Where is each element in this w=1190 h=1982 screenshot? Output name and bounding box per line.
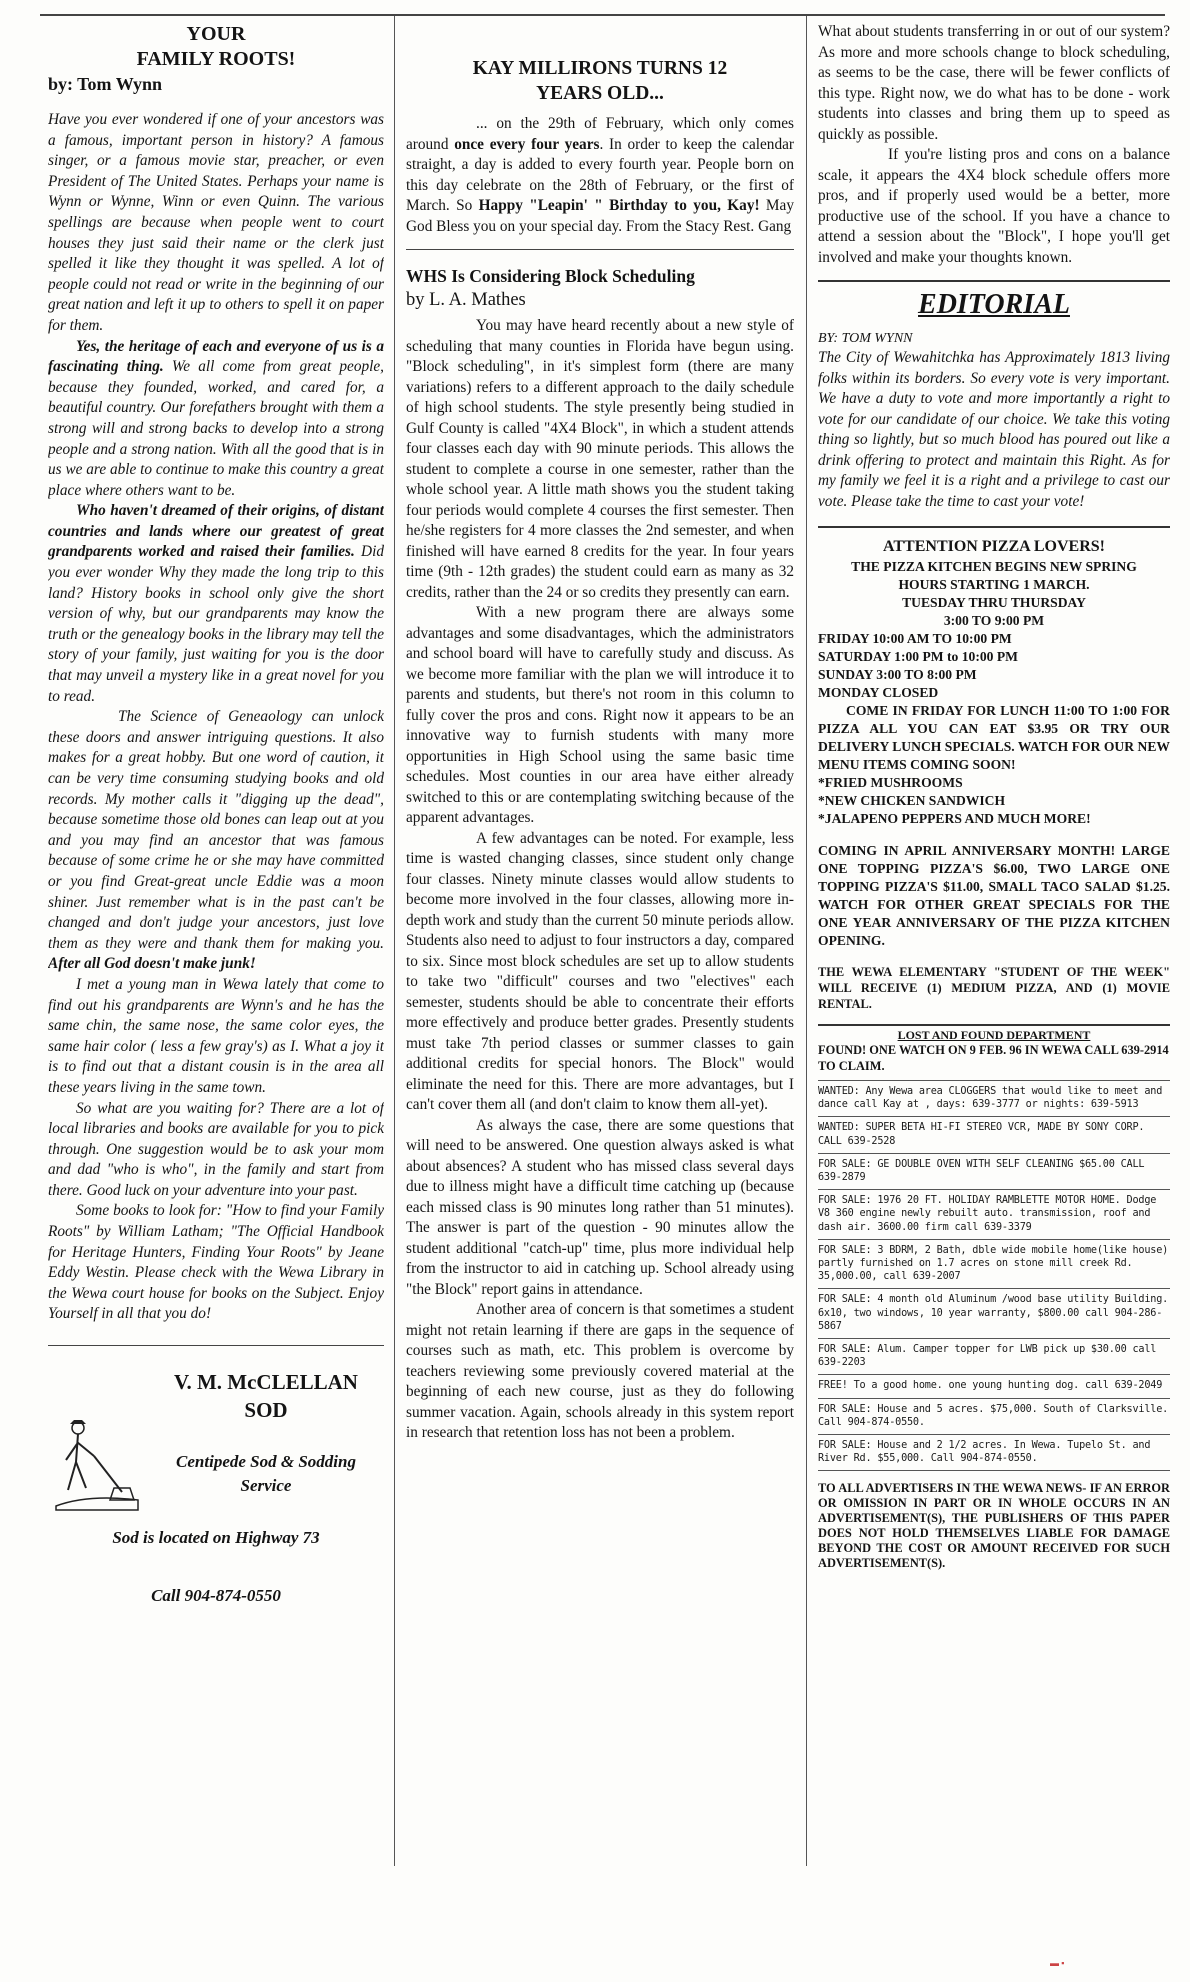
title-line: KAY MILLIRONS TURNS 12 [472,58,728,79]
sod-advertisement [48,1368,384,1668]
title-line: YEARS OLD... [536,83,664,104]
classified-ad: FOR SALE: 1976 20 FT. HOLIDAY RAMBLETTE MOTOR HOME. Dodge V8 360 engine newly rebuilt auto. transmission, roof and dash air. 3600.00 firm call 639-3379 [818,1189,1170,1239]
classifieds [818,1024,1170,1571]
top-rule [40,14,1165,16]
tagline-line: Centipede Sod & Sodding [176,1452,356,1472]
pizza-hours [818,558,1170,1012]
family-roots-body [48,110,384,1325]
ink-mark: ▬ ▪ [1050,1958,1065,1968]
sod-tagline [148,1450,384,1498]
text: . In order to keep the calendar straight, a day is added to every fourth year. People born on this day celebrate on the 28th of February, or the first of March. So [406,135,794,214]
section-divider [818,280,1170,282]
kay-body [406,114,794,237]
pizza-line: MONDAY CLOSED [818,685,939,700]
paragraph: You may have heard recently about a new style of scheduling that many counties in Florida have begun using. "Block scheduling", in it's simplest form (there are many variations) refers to a different approach to the daily schedule of high school students. The style presently being studied in Gulf County is called "4X4 Block", in which a student attends four classes each day with 90 minute periods. This allows the student to complete a course in one semester, rather than the whole school year. A little math shows you the student taking four periods would complete 4 courses the first semester. Then he/she registers for 4 more classes the 2nd semester, and when finished will have earned 8 credits for the year. In four years time (9th - 12th grades) the student could earn as many as 32 credits, rather than the 24 or so credits they presently can earn. [406,317,794,601]
lost-found-text: FOUND! ONE WATCH ON 9 FEB. 96 IN WEWA CALL 639-2914 TO CLAIM. [818,1043,1169,1073]
block-scheduling-continued [818,22,1170,268]
paragraph: A few advantages can be noted. For example, less time is wasted changing classes, since student only change four classes. Ninety minute classes would allow students to become more involved in the four classes, allowing more in-depth work and study than the current 50 minute periods allow. Students also need to adjust to four instructors a day, compared to six. Since most block schedules are set up to allow students to take two "difficult" courses and two "electives" each semester, students should be able to concentrate their efforts more effectively and produce better grades. Presently students must take 7th period classes or summer classes to gain additional credits for special honors. The Block" would eliminate the need for this. There are more advantages, but I can't cover them all (and don't claim to know them all-yet). [406,829,794,1113]
pizza-advertisement [818,536,1170,1012]
column-kay-and-block [406,22,794,1444]
column-editorial-and-ads [818,22,1170,1571]
paragraph: If you're listing pros and cons on a balance scale, it appears the 4X4 block schedule offers more pros, and if properly used would be a better, more productive use of the school. If you have a chance to attend a session about the "Block", I hope you'll get involved and make your thoughts known. [818,146,1170,266]
column-divider-left [394,16,395,1866]
classified-ad: FOR SALE: 3 BDRM, 2 Bath, dble wide mobile home(like house) partly furnished on 1.7 acres on stone mill creek Rd. 35,000.00, call 639-2007 [818,1239,1170,1289]
sod-business-name [148,1368,384,1424]
pizza-line: HOURS STARTING 1 MARCH. [898,577,1090,592]
text: Did you ever wonder Why they made the long trip to this land? History books in school only give the short version of why, but our grandparents may know the truth or the genealogy books in the library may tell the story of your family, just waiting for you is the door that may unveil a mystery like in a great novel for you to read. [48,543,384,705]
menu-item: *JALAPENO PEPPERS AND MUCH MORE! [818,811,1091,826]
paragraph: So what are you waiting for? There are a lot of local libraries and books are available for you to pick through. One suggestion would be to ask your mom and dad "who is who", in the family and start from there. Good luck on your adventure into your past. [48,1099,384,1199]
sod-location: Sod is located on Highway 73 [112,1528,320,1548]
text: We all come from great people, because they founded, worked, and cared for, a beautiful country. Our forefathers brought with them a strong will and strong backs to develop into a strong people and a strong nation. With all the good that is in us we are able to continue to make this country a great place where others want to be. [48,358,384,499]
menu-item: *FRIED MUSHROOMS [818,775,963,790]
editorial-byline: BY: TOM WYNN [818,331,913,346]
bold-text: Yes, the heritage of each and everyone of us is a fascinating thing. [48,337,384,376]
block-scheduling-byline: by L. A. Mathes [406,290,526,310]
pizza-line: SATURDAY 1:00 PM to 10:00 PM [818,649,1018,664]
paragraph: Some books to look for: "How to find your Family Roots" by William Latham; "The Official Handbook for Heritage Hunters, Finding Your Roots" by Jeane Eddy Westin. Please check with the Wewa Library in the Wewa court house for books on the Subject. Enjoy Yourself in all that you do! [48,1202,384,1323]
pizza-lunch-special: COME IN FRIDAY FOR LUNCH 11:00 TO 1:00 FOR PIZZA ALL YOU CAN EAT $3.95 OR TRY OUR DELIVERY LUNCH SPECIALS. WATCH FOR OUR NEW MENU ITEMS COMING SOON! [818,703,1170,772]
pizza-line: 3:00 TO 9:00 PM [943,613,1045,628]
paragraph [48,337,384,502]
text: ... on the 29th of February, which only comes around [406,115,794,153]
classified-ad: FOR SALE: Alum. Camper topper for LWB pick up $30.00 call 639-2203 [818,1338,1170,1374]
text: May God Bless you on your special day. From the Stacy Rest. Gang [406,197,794,235]
pizza-line: SUNDAY 3:00 TO 8:00 PM [818,667,977,682]
paragraph [48,501,384,707]
bold-text: After all God doesn't make junk! [48,955,256,973]
section-divider [48,1345,384,1346]
pizza-line: THE PIZZA KITCHEN BEGINS NEW SPRING [851,559,1137,574]
name-line: V. M. McCLELLAN [174,1370,358,1395]
classified-ad: FOR SALE: House and 2 1/2 acres. In Wewa. Tupelo St. and River Rd. $55,000. Call 904-874-0550. [818,1434,1170,1471]
paragraph [48,707,384,975]
pizza-anniversary: COMING IN APRIL ANNIVERSARY MONTH! LARGE ONE TOPPING PIZZA'S $6.00, TWO LARGE ONE TOPPING PIZZA'S $11.00, SMALL TACO SALAD $1.25. WATCH FOR OTHER GREAT SPECIALS FOR THE ONE YEAR ANNIVERSARY OF THE PIZZA KITCHEN OPENING. [818,843,1170,948]
name-line: SOD [244,1398,288,1423]
classified-ad: WANTED: Any Wewa area CLOGGERS that would like to meet and dance call Kay at , days: 639-3777 or nights: 639-5913 [818,1080,1170,1116]
paragraph [406,114,794,237]
paragraph: Another area of concern is that sometimes a student might not retain learning if there are gaps in the sequence of courses such as math, etc. This problem is overcome by teachers reviewing some previously covered material at the beginning of each new course, just as they do following summer vacation. Again, schools already in this system report in research that retention loss has not been a problem. [406,1301,794,1441]
classified-ad: FREE! To a good home. one young hunting dog. call 639-2049 [818,1374,1170,1397]
block-scheduling-title: WHS Is Considering Block Scheduling [406,266,695,286]
bold-text: once every four years [454,135,600,153]
advertiser-disclaimer: TO ALL ADVERTISERS IN THE WEWA NEWS- IF AN ERROR OR OMISSION IN PART OR IN WHOLE OCCURS IN AN ADVERTISEMENT(S), THE PUBLISHERS OF THIS PAPER DOES NOT HOLD THEMSELVES LIABLE FOR DAMAGE BEYOND THE COST OR AMOUNT RECEIVED FOR SUCH ADVERTISEMENT(S). [818,1481,1170,1571]
family-roots-title [48,22,384,72]
paragraph: Have you ever wondered if one of your ancestors was a famous, important person in history? A famous singer, or a famous movie star, preacher, or even President of The United States. Perhaps your name is Wynn or Wynne, Winn or even Quinn. The various spellings are because when people went to court houses they just said their name or the clerk just spelled it like they thought it was spelled. A lot of people could not read or write in the beginning of our great nation and left it up to others to spell it on paper for them. [48,111,384,334]
section-divider [406,249,794,250]
title-line: FAMILY ROOTS! [136,48,296,70]
paragraph: What about students transferring in or out of our system? As more and more schools change to block scheduling, as seems to be the case, there will be fewer conflicts of this type. Right now, we do what has to be done - work students into classes and bring them up to speed as quickly as possible. [818,23,1170,143]
classified-ad: FOR SALE: GE DOUBLE OVEN WITH SELF CLEANING $65.00 CALL 639-2879 [818,1153,1170,1189]
pizza-title: ATTENTION PIZZA LOVERS! [883,538,1105,555]
paragraph: I met a young man in Wewa lately that come to find out his grandparents are Wynn's and he has the same chin, the same nose, the same color eyes, the same hair color ( less a few gray's) as I. What a joy it is to find out that a distant cousin is in the area all these years living in the same town. [48,975,384,1096]
pizza-line: TUESDAY THRU THURSDAY [902,595,1086,610]
tagline-line: Service [240,1476,292,1496]
bold-text: Happy "Leapin' " Birthday to you, Kay! [478,197,760,214]
lawn-mower-man-icon [48,1414,140,1514]
bold-text: Who haven't dreamed of their origins, of distant countries and lands where our greatest of great grandparents worked and raised their families. [48,502,384,561]
student-of-week: THE WEWA ELEMENTARY "STUDENT OF THE WEEK" WILL RECEIVE (1) MEDIUM PIZZA, AND (1) MOVIE RENTAL. [818,965,1170,1011]
lost-found-title: LOST AND FOUND DEPARTMENT [897,1028,1091,1042]
sod-phone: Call 904-874-0550 [151,1586,281,1606]
editorial-body: The City of Wewahitchka has Approximately 1813 living folks within its borders. So every vote is very important. We have a duty to vote and more importantly a right to vote for our candidate of our choice. We take this voting thing so lightly, but so much blood has poured out like a drink offering to protect and maintain this Right. As for my family we feel it is a right and a privilege to cast our vote. Please take the time to cast your vote! [818,349,1170,510]
family-roots-byline: by: Tom Wynn [48,74,163,94]
editorial-title: EDITORIAL [918,289,1070,320]
column-family-roots [48,22,384,1668]
pizza-line: FRIDAY 10:00 AM TO 10:00 PM [818,631,1012,646]
paragraph: As always the case, there are some questions that will need to be answered. One question always asked is what about absences? A student who has missed class several days due to illness might have a difficult time catching up (because each missed class is 90 minutes long rather than 51 minutes). The answer is part of the question - 90 minutes allow the student additional "catch-up" time, plus more individual help from the instructor to aid in catching up. School already using "the Block" report gains in attendance. [406,1116,794,1298]
column-divider-right [806,16,807,1866]
text: The Science of Geneaology can unlock these doors and answer intriguing questions. It also makes for a great hobby. But one word of caution, it can be very time consuming studying books and old records. My mother calls it "digging up the dead", because sometime those old bones can leap out at you and you may find an ancestor that was famous because of some crime he or she may have committed or you find Great-great uncle Eddie was a moon shiner. Just remember what is in the past can't be changed and don't judge your ancestors, just love them as they were and thank them for making you. [48,708,384,952]
title-line: YOUR [186,23,246,45]
classified-ad: FOR SALE: 4 month old Aluminum /wood base utility Building. 6x10, two windows, 10 year warranty, $800.00 call 904-286-5867 [818,1288,1170,1338]
paragraph: With a new program there are always some advantages and some disadvantages, which the administrators and school board will have to carefully study and discuss. As we become more familiar with the plan we will introduce it to parents and students, but there's not room in this column to fully cover the pros and cons. Right now it appears to be an innovative way to furnish students with many more opportunities in High School using the same basic time schedules. Most counties in our area have either already switched to this or are contemplating switching because of the apparent advantages. [406,604,794,826]
section-divider [818,526,1170,528]
menu-item: *NEW CHICKEN SANDWICH [818,793,1006,808]
classified-ad: FOR SALE: House and 5 acres. $75,000. South of Clarksville. Call 904-874-0550. [818,1398,1170,1434]
classified-ad: WANTED: SUPER BETA HI-FI STEREO VCR, MADE BY SONY CORP. CALL 639-2528 [818,1116,1170,1152]
block-scheduling-body [406,316,794,1444]
kay-title [406,56,794,106]
